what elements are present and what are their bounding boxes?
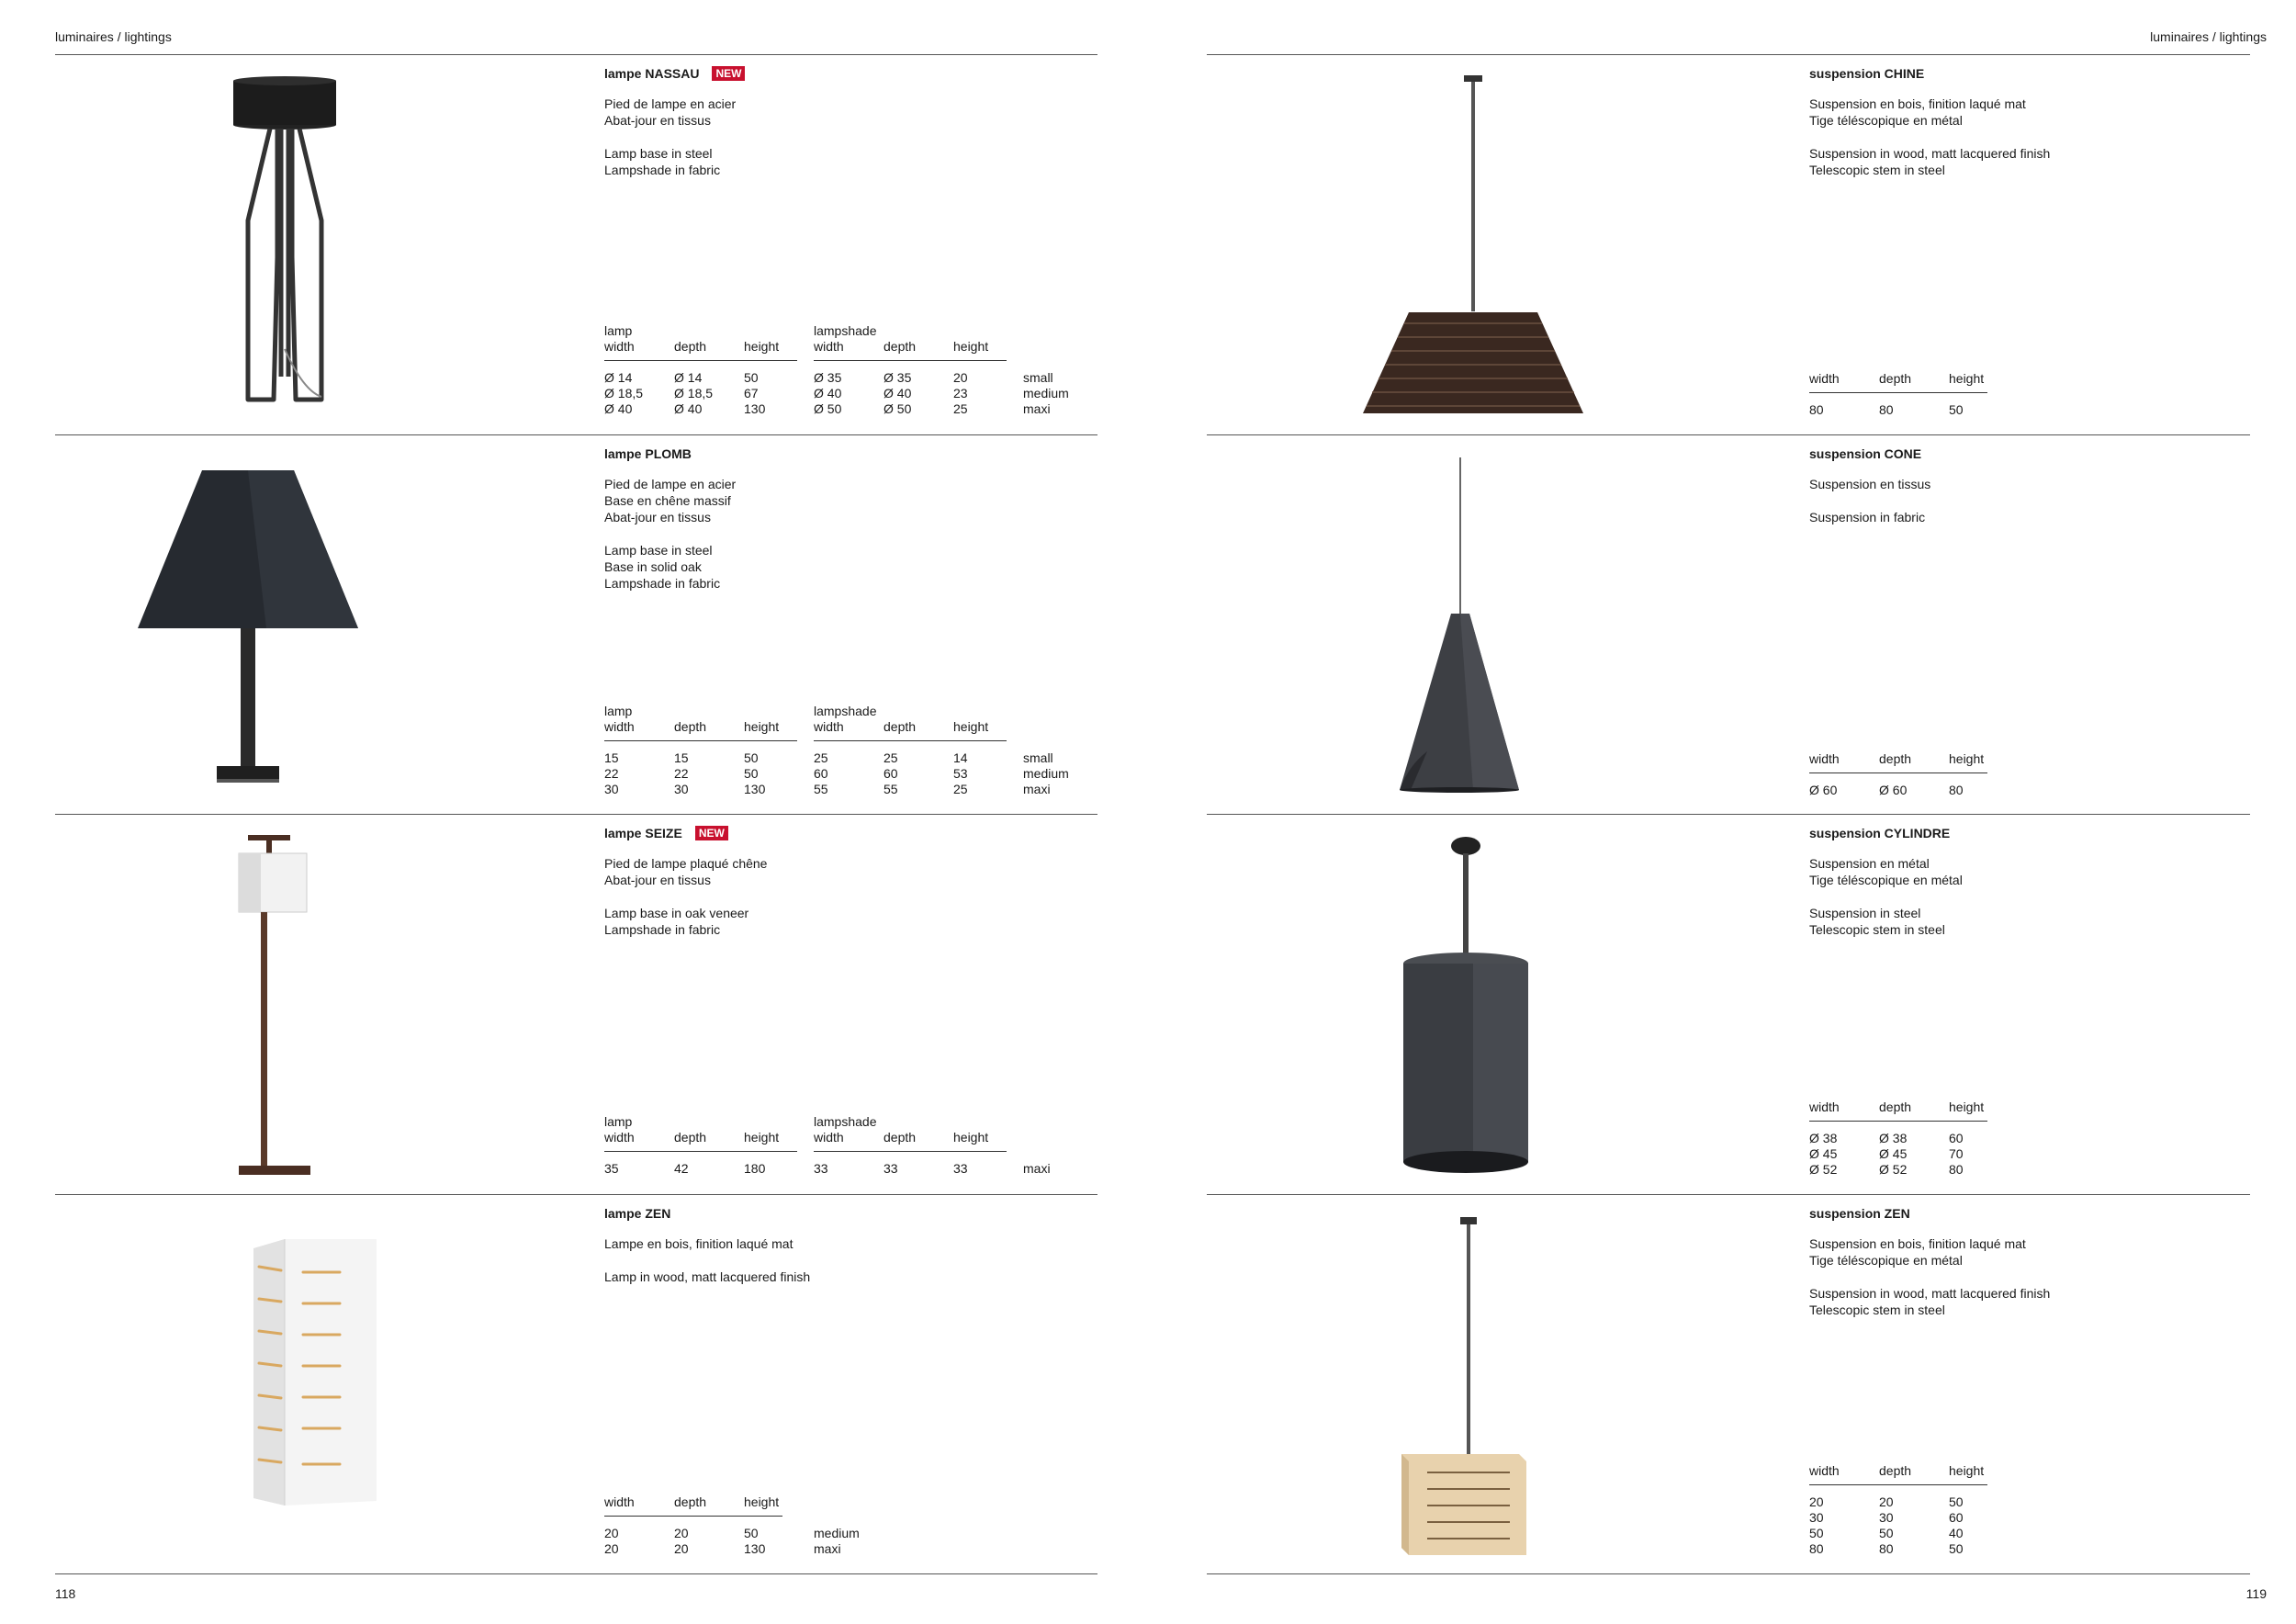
table-cell: 15 (674, 750, 689, 765)
description-line: Tige téléscopique en métal (1809, 873, 1963, 887)
zen-lamp-image (248, 1239, 386, 1515)
table-cell: 130 (744, 401, 766, 416)
table-cell: 180 (744, 1161, 766, 1176)
table-cell: Ø 52 (1879, 1162, 1908, 1177)
table-cell: height (744, 1130, 780, 1145)
table-cell: 30 (1879, 1510, 1894, 1525)
table-cell: 15 (604, 750, 619, 765)
description-line: Lampe en bois, finition laqué mat (604, 1236, 793, 1251)
table-cell: width (1809, 1463, 1840, 1478)
table-rule (814, 360, 1007, 361)
product-title: lampe SEIZE (604, 826, 682, 840)
table-cell: Ø 45 (1809, 1146, 1838, 1161)
table-rule (1809, 392, 1987, 393)
product-lampe-nassau (55, 55, 1097, 434)
description-line: Lampshade in fabric (604, 922, 721, 937)
description-line: Lamp base in steel (604, 543, 713, 558)
table-cell: 50 (1949, 402, 1964, 417)
table-cell: 53 (953, 766, 968, 781)
seize-lamp-image (230, 833, 349, 1182)
table-cell: 33 (814, 1161, 828, 1176)
table-cell: 67 (744, 386, 759, 400)
table-cell: maxi (1023, 401, 1051, 416)
table-cell: height (744, 719, 780, 734)
table-cell: 80 (1809, 402, 1824, 417)
table-cell: 60 (814, 766, 828, 781)
description-line: Suspension en tissus (1809, 477, 1931, 491)
description-line: Telescopic stem in steel (1809, 163, 1945, 177)
table-cell: height (1949, 751, 1985, 766)
description-line (1809, 1269, 2050, 1285)
description-line: Abat-jour en tissus (604, 873, 711, 887)
table-cell: depth (884, 1130, 917, 1145)
table-cell: 22 (604, 766, 619, 781)
product-title: lampe ZEN (604, 1206, 671, 1221)
table-cell: medium (1023, 766, 1069, 781)
table-cell: 80 (1879, 402, 1894, 417)
divider (1207, 1573, 2250, 1574)
table-cell: height (1949, 1463, 1985, 1478)
table-cell: height (953, 339, 989, 354)
table-cell: 70 (1949, 1146, 1964, 1161)
group-label-lamp: lamp (604, 1114, 633, 1129)
description-line: Lamp base in steel (604, 146, 713, 161)
table-cell: medium (1023, 386, 1069, 400)
product-title: lampe NASSAU (604, 66, 700, 81)
product-title: suspension ZEN (1809, 1206, 1910, 1221)
product-suspension-zen (1207, 1195, 2250, 1573)
table-cell: 20 (604, 1526, 619, 1540)
table-cell: 80 (1809, 1541, 1824, 1556)
table-cell: width (604, 1494, 635, 1509)
table-cell: 80 (1949, 1162, 1964, 1177)
description-line (604, 888, 767, 905)
product-suspension-cone (1207, 435, 2250, 814)
description-line: Tige téléscopique en métal (1809, 113, 1963, 128)
table-cell: 50 (1949, 1541, 1964, 1556)
table-cell: 14 (953, 750, 968, 765)
product-suspension-chine (1207, 55, 2250, 434)
table-cell: Ø 40 (604, 401, 633, 416)
table-cell: Ø 35 (884, 370, 912, 385)
table-cell: Ø 18,5 (674, 386, 714, 400)
table-cell: 20 (674, 1526, 689, 1540)
table-cell: height (744, 339, 780, 354)
table-cell: width (814, 1130, 844, 1145)
table-cell: small (1023, 750, 1053, 765)
table-cell: Ø 14 (604, 370, 633, 385)
table-cell: 20 (1809, 1494, 1824, 1509)
description-line: Base in solid oak (604, 559, 702, 574)
description-line: Pied de lampe plaqué chêne (604, 856, 768, 871)
group-label-lamp: lamp (604, 323, 633, 338)
nassau-lamp-image (193, 73, 377, 413)
table-cell: 60 (1949, 1131, 1964, 1145)
table-cell: Ø 40 (814, 386, 842, 400)
table-cell: 60 (884, 766, 898, 781)
table-cell: Ø 52 (1809, 1162, 1838, 1177)
description-line: Suspension in wood, matt lacquered finish (1809, 146, 2051, 161)
table-rule (1809, 1484, 1987, 1485)
table-cell: 33 (953, 1161, 968, 1176)
table-cell: 22 (674, 766, 689, 781)
group-label-lamp: lamp (604, 704, 633, 718)
new-badge: NEW (695, 826, 728, 840)
table-cell: width (604, 339, 635, 354)
table-cell: height (1949, 371, 1985, 386)
table-rule (814, 740, 1007, 741)
description-line: Suspension in fabric (1809, 510, 1926, 524)
table-cell: 25 (953, 782, 968, 796)
product-lampe-plomb (55, 435, 1097, 814)
description-line: Base en chêne massif (604, 493, 731, 508)
table-cell: depth (674, 1130, 707, 1145)
table-cell: Ø 40 (674, 401, 703, 416)
table-rule (604, 1516, 782, 1517)
description-line: Telescopic stem in steel (1809, 1303, 1945, 1317)
section-header: luminaires / lightings (55, 29, 172, 44)
product-description (1809, 1235, 2050, 1318)
description-line: Abat-jour en tissus (604, 510, 711, 524)
table-cell: width (604, 1130, 635, 1145)
table-cell: Ø 60 (1879, 783, 1908, 797)
table-cell: 30 (604, 782, 619, 796)
table-cell: 20 (1879, 1494, 1894, 1509)
table-rule (604, 360, 797, 361)
product-description (604, 96, 736, 178)
table-cell: depth (884, 339, 917, 354)
table-rule (604, 1151, 797, 1152)
new-badge: NEW (712, 66, 745, 81)
table-cell: 25 (814, 750, 828, 765)
product-title: lampe PLOMB (604, 446, 692, 461)
section-header: luminaires / lightings (2150, 29, 2267, 44)
product-suspension-cylindre (1207, 815, 2250, 1193)
table-cell: 42 (674, 1161, 689, 1176)
product-description (1809, 96, 2050, 178)
table-cell: 50 (744, 750, 759, 765)
description-line: Lampshade in fabric (604, 163, 721, 177)
table-cell: depth (1879, 1100, 1912, 1114)
description-line (604, 129, 736, 145)
table-cell: 80 (1949, 783, 1964, 797)
table-cell: 30 (674, 782, 689, 796)
table-cell: width (814, 339, 844, 354)
description-line (604, 525, 736, 542)
description-line: Pied de lampe en acier (604, 477, 737, 491)
table-cell: Ø 38 (1809, 1131, 1838, 1145)
plomb-lamp-image (129, 463, 367, 794)
table-cell: maxi (1023, 782, 1051, 796)
table-cell: 60 (1949, 1510, 1964, 1525)
table-cell: maxi (1023, 1161, 1051, 1176)
table-cell: 50 (1949, 1494, 1964, 1509)
table-cell: height (953, 1130, 989, 1145)
table-cell: 20 (604, 1541, 619, 1556)
group-label-lampshade: lampshade (814, 323, 877, 338)
table-cell: Ø 38 (1879, 1131, 1908, 1145)
table-cell: Ø 45 (1879, 1146, 1908, 1161)
table-cell: depth (674, 339, 707, 354)
table-cell: 55 (814, 782, 828, 796)
description-line (1809, 129, 2050, 145)
product-title: suspension CONE (1809, 446, 1922, 461)
table-cell: 50 (1879, 1526, 1894, 1540)
table-rule (604, 740, 797, 741)
table-cell: 25 (884, 750, 898, 765)
description-line: Suspension en bois, finition laqué mat (1809, 96, 2026, 111)
table-cell: 130 (744, 782, 766, 796)
table-cell: 80 (1879, 1541, 1894, 1556)
table-cell: width (1809, 1100, 1840, 1114)
product-description (604, 1235, 810, 1285)
table-cell: Ø 50 (884, 401, 912, 416)
description-line: Suspension in wood, matt lacquered finish (1809, 1286, 2051, 1301)
product-lampe-seize (55, 815, 1097, 1193)
cone-suspension-image (1390, 457, 1528, 797)
table-cell: Ø 14 (674, 370, 703, 385)
table-cell: height (1949, 1100, 1985, 1114)
table-cell: width (814, 719, 844, 734)
description-line: Suspension in steel (1809, 906, 1921, 920)
product-lampe-zen (55, 1195, 1097, 1573)
description-line: Lampshade in fabric (604, 576, 721, 591)
table-cell: 40 (1949, 1526, 1964, 1540)
description-line: Lamp base in oak veneer (604, 906, 749, 920)
table-cell: maxi (814, 1541, 841, 1556)
table-cell: 20 (674, 1541, 689, 1556)
table-cell: Ø 18,5 (604, 386, 644, 400)
table-cell: 50 (744, 1526, 759, 1540)
group-label-lampshade: lampshade (814, 704, 877, 718)
divider (55, 1573, 1097, 1574)
description-line: Suspension en métal (1809, 856, 1930, 871)
description-line (604, 1252, 810, 1269)
table-cell: 50 (1809, 1526, 1824, 1540)
table-cell: depth (884, 719, 917, 734)
page-number: 118 (55, 1586, 76, 1601)
product-description (604, 855, 767, 938)
table-cell: Ø 35 (814, 370, 842, 385)
zen-suspension-image (1390, 1217, 1537, 1557)
description-line: Lamp in wood, matt lacquered finish (604, 1269, 811, 1284)
table-cell: Ø 50 (814, 401, 842, 416)
description-line: Abat-jour en tissus (604, 113, 711, 128)
table-cell: depth (1879, 1463, 1912, 1478)
table-cell: Ø 40 (884, 386, 912, 400)
table-cell: height (953, 719, 989, 734)
table-cell: 25 (953, 401, 968, 416)
table-cell: width (1809, 751, 1840, 766)
description-line: Suspension en bois, finition laqué mat (1809, 1236, 2026, 1251)
page-number: 119 (2245, 1586, 2267, 1601)
product-title: suspension CYLINDRE (1809, 826, 1951, 840)
table-cell: depth (1879, 371, 1912, 386)
table-cell: small (1023, 370, 1053, 385)
table-cell: 33 (884, 1161, 898, 1176)
table-cell: depth (674, 1494, 707, 1509)
table-cell: 35 (604, 1161, 619, 1176)
table-cell: 50 (744, 370, 759, 385)
description-line: Tige téléscopique en métal (1809, 1253, 1963, 1268)
table-cell: 30 (1809, 1510, 1824, 1525)
description-line (1809, 492, 1930, 509)
table-cell: 23 (953, 386, 968, 400)
chine-suspension-image (1354, 75, 1593, 415)
table-cell: depth (1879, 751, 1912, 766)
table-cell: 55 (884, 782, 898, 796)
product-description (1809, 855, 1963, 938)
table-cell: 50 (744, 766, 759, 781)
table-cell: depth (674, 719, 707, 734)
group-label-lampshade: lampshade (814, 1114, 877, 1129)
cylindre-suspension-image (1390, 837, 1537, 1177)
table-cell: width (604, 719, 635, 734)
product-title: suspension CHINE (1809, 66, 1925, 81)
table-rule (814, 1151, 1007, 1152)
table-cell: medium (814, 1526, 860, 1540)
description-line: Telescopic stem in steel (1809, 922, 1945, 937)
product-description (1809, 476, 1930, 525)
table-cell: 20 (953, 370, 968, 385)
description-line (1809, 888, 1963, 905)
right-page (1148, 0, 2296, 1624)
product-description (604, 476, 736, 592)
description-line: Pied de lampe en acier (604, 96, 737, 111)
table-cell: 130 (744, 1541, 766, 1556)
table-cell: Ø 60 (1809, 783, 1838, 797)
table-cell: height (744, 1494, 780, 1509)
table-cell: width (1809, 371, 1840, 386)
table-rule (1809, 1121, 1987, 1122)
